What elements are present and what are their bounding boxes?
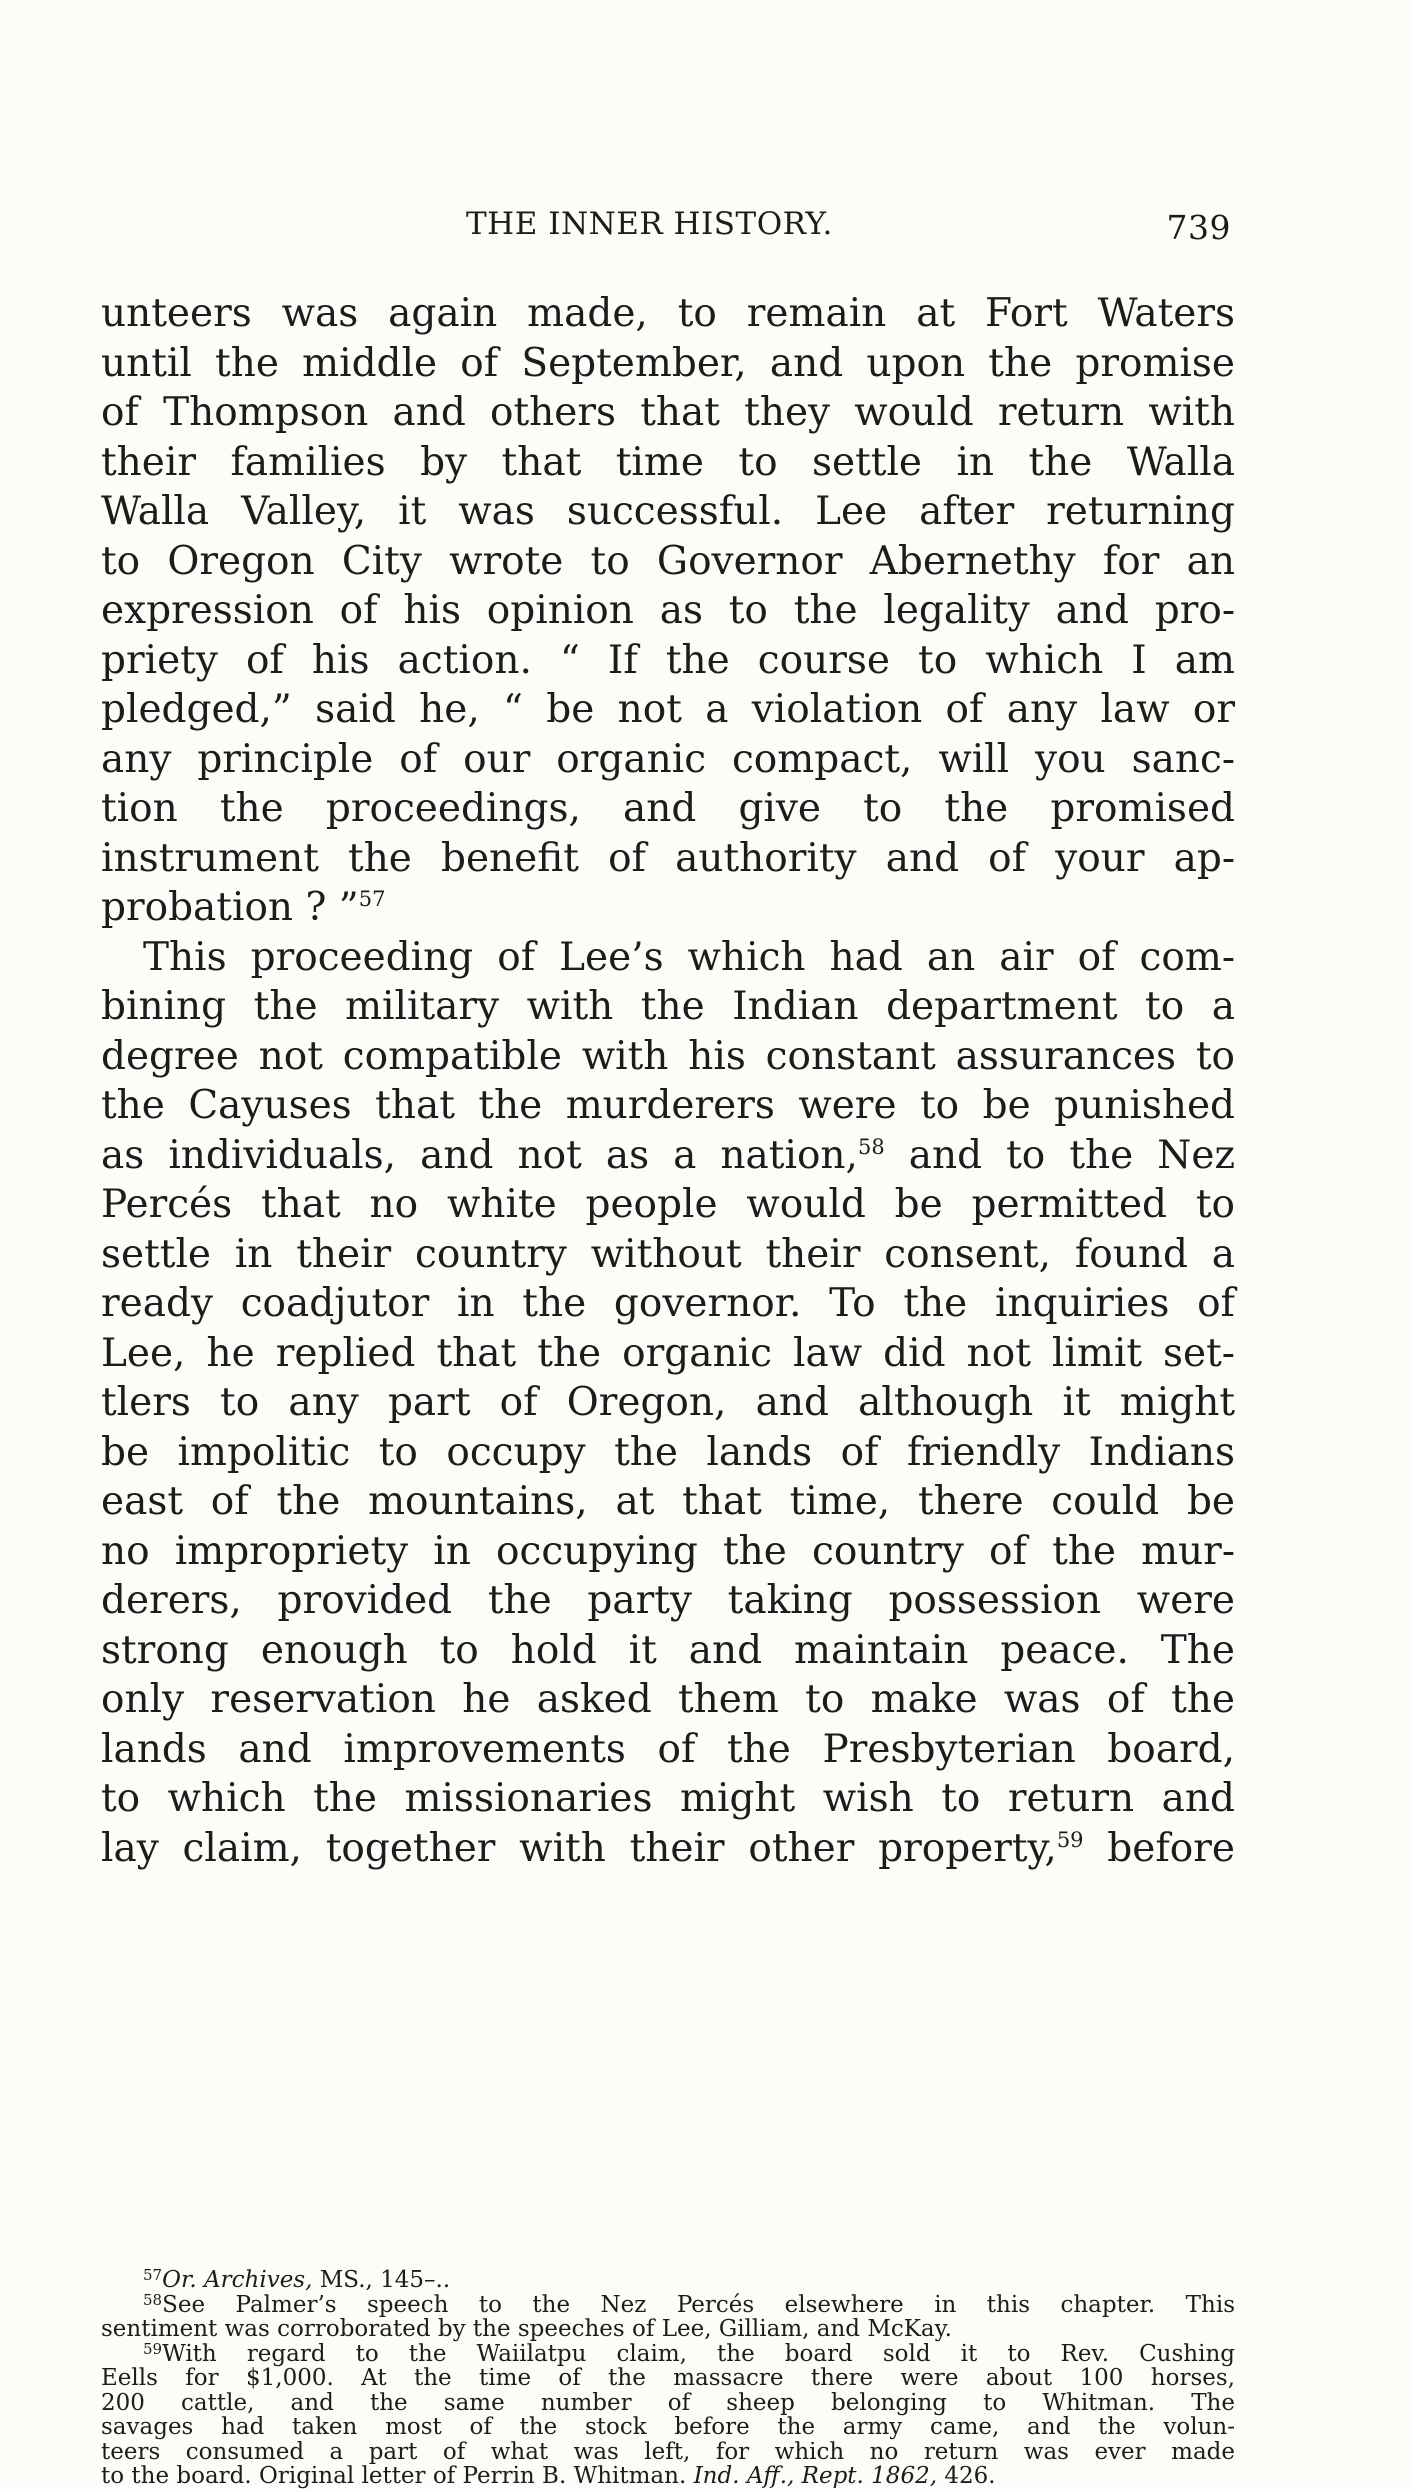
text-line: lands and improvements of the Presbyterian board, — [101, 1726, 1235, 1772]
text-line: Percés that no white people would be permitted to — [101, 1182, 1235, 1227]
text-line: until the middle of September, and upon the promise — [101, 340, 1235, 386]
footnote-number: 57 — [143, 2266, 163, 2284]
text-line: unteers was again made, to remain at Fort Waters — [101, 291, 1235, 336]
footnote-ref-59: 59 — [1056, 1827, 1084, 1852]
text-line: their families by that time to settle in the Walla — [101, 439, 1235, 485]
text-line: tion the proceedings, and give to the promised — [101, 786, 1235, 831]
text-run: 426. — [937, 2463, 996, 2489]
text-line: any principle of our organic compact, will you sanc- — [101, 736, 1235, 782]
footnote-number: 58 — [143, 2290, 163, 2309]
footnote-line — [101, 2464, 1235, 2489]
footnote-57 — [101, 2268, 1235, 2293]
text-run: to the board. Original letter of Perrin B. Whitman. — [101, 2463, 694, 2489]
text-line: the Cayuses that the murderers were to be punished — [101, 1083, 1235, 1128]
footnote-58 — [101, 2290, 1235, 2318]
text-run: MS., 145–.. — [312, 2267, 451, 2293]
text-line — [101, 883, 1235, 933]
text-run: lay claim, together with their other property, — [101, 1825, 1057, 1871]
text-line: no impropriety in occupying the country of the mur- — [101, 1528, 1235, 1574]
text-line — [101, 1131, 1235, 1181]
text-run: With regard to the Waiilatpu claim, the board sold it to Rev. Cushing — [162, 2340, 1235, 2367]
text-line: tlers to any part of Oregon, and although it might — [101, 1380, 1235, 1425]
footnote-59 — [101, 2339, 1235, 2367]
text-run: and to the Nez — [884, 1132, 1235, 1178]
paragraph-first-line: This proceeding of Lee’s which had an air of com- — [143, 934, 1235, 980]
text-line: be impolitic to occupy the lands of friendly Indians — [101, 1429, 1235, 1475]
footnote-line: sentiment was corroborated by the speeches of Lee, Gilliam, and McKay. — [101, 2316, 952, 2342]
text-run: before — [1083, 1825, 1235, 1871]
text-line: only reservation he asked them to make was of the — [101, 1677, 1235, 1722]
footnote-line: 200 cattle, and the same number of sheep belonging to Whitman. The — [101, 2389, 1235, 2416]
text-line: ready coadjutor in the governor. To the inquiries of — [101, 1281, 1235, 1326]
source-title: Ind. Aff., Rept. 1862, — [693, 2463, 938, 2489]
footnote-ref-58: 58 — [857, 1134, 885, 1159]
text-line: degree not compatible with his constant assurances to — [101, 1033, 1235, 1079]
text-line: Lee, he replied that the organic law did not limit set- — [101, 1330, 1235, 1376]
text-line: priety of his action. “ If the course to which I am — [101, 637, 1235, 683]
text-line: bining the military with the Indian department to a — [101, 984, 1235, 1029]
footnote-line: savages had taken most of the stock before the army came, and the volun- — [101, 2414, 1235, 2440]
text-line: Walla Valley, it was successful. Lee after returning — [101, 489, 1235, 534]
text-line: expression of his opinion as to the legality and pro- — [101, 588, 1235, 633]
footnote-ref-57: 57 — [358, 887, 386, 911]
text-line: to Oregon City wrote to Governor Abernethy for an — [101, 538, 1235, 584]
footnotes — [101, 2268, 1235, 2489]
text-line — [101, 1824, 1235, 1874]
text-run: as individuals, and not as a nation, — [101, 1132, 858, 1178]
text-line: of Thompson and others that they would return with — [101, 390, 1235, 435]
text-run: See Palmer’s speech to the Nez Percés elsewhere in this chapter. This — [162, 2291, 1235, 2318]
footnote-line: teers consumed a part of what was left, for which no return was ever made — [101, 2438, 1235, 2465]
footnote-line: Eells for $1,000. At the time of the massacre there were about 100 horses, — [101, 2365, 1235, 2391]
page-header — [101, 200, 1231, 250]
running-head: THE INNER HISTORY. — [466, 206, 833, 242]
source-title: Or. Archives, — [162, 2267, 313, 2293]
text-run: probation ? ” — [101, 885, 359, 930]
text-line: derers, provided the party taking possession were — [101, 1578, 1235, 1623]
text-line: east of the mountains, at that time, there could be — [101, 1479, 1235, 1524]
text-line: pledged,” said he, “ be not a violation of any law or — [101, 687, 1235, 732]
footnote-number: 59 — [143, 2339, 163, 2358]
text-line: strong enough to hold it and maintain peace. The — [101, 1627, 1235, 1673]
text-line: instrument the benefit of authority and of your ap- — [101, 835, 1235, 881]
text-line: to which the missionaries might wish to return and — [101, 1776, 1235, 1821]
text-line: settle in their country without their consent, found a — [101, 1231, 1235, 1277]
main-text — [101, 289, 1235, 1873]
page-number: 739 — [1166, 208, 1231, 247]
